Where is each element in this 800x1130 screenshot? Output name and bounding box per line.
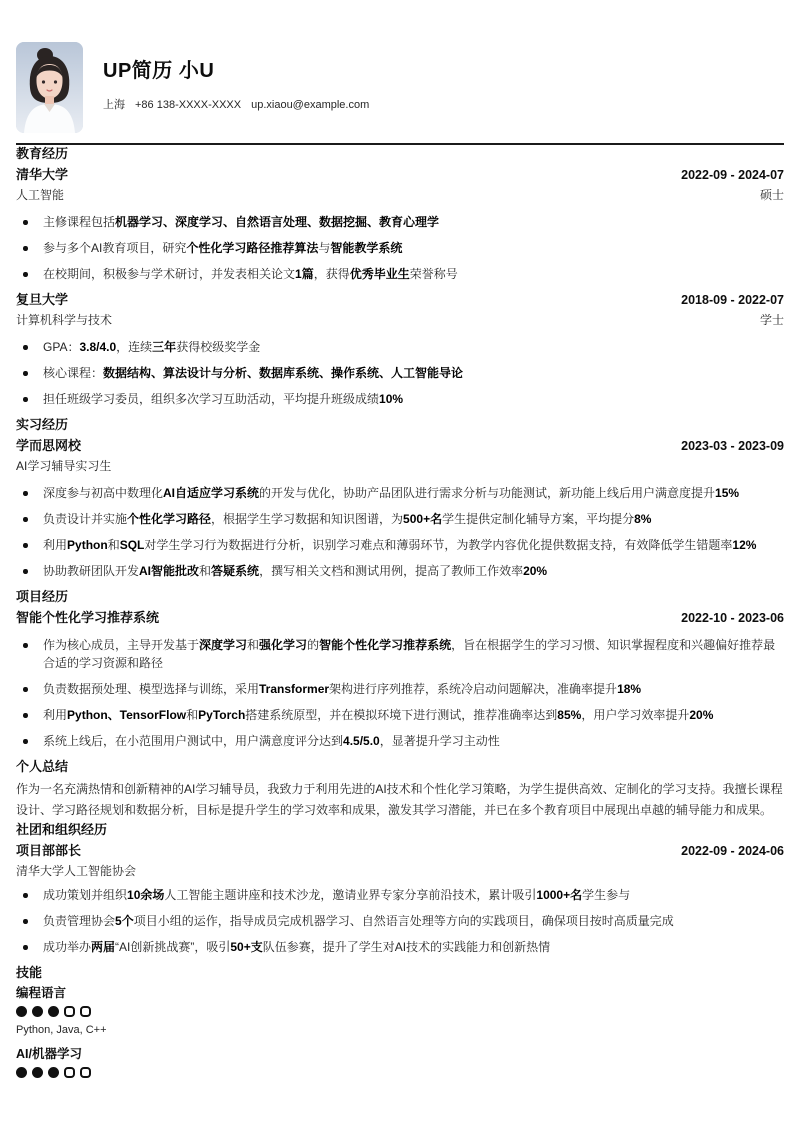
bullet-item: 负责管理协会5个项目小组的运作，指导成员完成机器学习、自然语言处理等方向的实践项目，确保项目按时高质量完成: [16, 912, 784, 930]
bullet-item: 参与多个AI教育项目，研究个性化学习路径推荐算法与智能教学系统: [16, 239, 784, 257]
skill-level-dots: [16, 1006, 784, 1017]
profile-photo: [16, 42, 83, 133]
skill-dot: [64, 1067, 75, 1078]
contact-line: [103, 98, 369, 112]
section-title: 项目经历: [16, 589, 69, 604]
entry-date: 2022-09 - 2024-07: [681, 168, 784, 182]
skill-name: AI/机器学习: [16, 1047, 82, 1061]
entry-header: [16, 437, 784, 455]
degree: 学士: [759, 313, 784, 327]
project-name: 智能个性化学习推荐系统: [16, 610, 160, 625]
candidate-name: UP简历 小U: [103, 60, 215, 82]
resume-header: [0, 0, 800, 133]
bullet-item: 负责设计并实施个性化学习路径，根据学生学习数据和知识图谱，为500+名学生提供定制化辅导方案，平均提分8%: [16, 510, 784, 528]
skill-name: 编程语言: [16, 986, 67, 1000]
bullet-item: 主修课程包括机器学习、深度学习、自然语言处理、数据挖掘、教育心理学: [16, 213, 784, 231]
entry-header: [16, 609, 784, 627]
skill-dot: [32, 1006, 43, 1017]
school-name: 复旦大学: [16, 292, 69, 307]
skill-dot: [48, 1006, 59, 1017]
bullet-item: 协助教研团队开发AI智能批改和答疑系统，撰写相关文档和测试用例，提高了教师工作效率20%: [16, 562, 784, 580]
skill-item: [16, 985, 784, 1038]
bullet-item: GPA：3.8/4.0，连续三年获得校级奖学金: [16, 338, 784, 356]
contact-phone: +86 138-XXXX-XXXX: [135, 99, 242, 111]
education-entry: [16, 166, 784, 283]
major: 人工智能: [16, 188, 65, 202]
bullet-item: 担任班级学习委员，组织多次学习互助活动，平均提升班级成绩10%: [16, 390, 784, 408]
section-title: 技能: [16, 965, 43, 980]
school-name: 清华大学: [16, 167, 69, 182]
skill-dot: [80, 1067, 91, 1078]
entry-date: 2023-03 - 2023-09: [681, 439, 784, 453]
entry-date: 2022-10 - 2023-06: [681, 611, 784, 625]
bullet-list: [16, 338, 784, 408]
job-role: AI学习辅导实习生: [16, 459, 112, 473]
bullet-list: [16, 886, 784, 956]
bullet-item: 作为核心成员，主导开发基于深度学习和强化学习的智能个性化学习推荐系统，旨在根据学生的学习习惯、知识掌握程度和兴趣偏好推荐最合适的学习资源和路径: [16, 636, 784, 672]
major: 计算机科学与技术: [16, 313, 113, 327]
bullet-item: 核心课程：数据结构、算法设计与分析、数据库系统、操作系统、人工智能导论: [16, 364, 784, 382]
entry-subheader: [16, 311, 784, 329]
section-title: 个人总结: [16, 759, 69, 774]
bullet-list: [16, 213, 784, 283]
section-title: 教育经历: [16, 146, 69, 161]
section-projects: [16, 588, 784, 750]
section-summary: [16, 758, 784, 821]
bullet-item: 利用Python和SQL对学生学习行为数据进行分析，识别学习难点和薄弱环节，为教学内容优化提供数据支持，有效降低学生错题率12%: [16, 536, 784, 554]
section-education: [16, 145, 784, 408]
entry-date: 2018-09 - 2022-07: [681, 293, 784, 307]
section-skills: [16, 964, 784, 1078]
header-info: [103, 42, 369, 112]
portrait-illustration: [16, 42, 83, 133]
contact-email: up.xiaou@example.com: [251, 99, 370, 111]
entry-subheader: [16, 862, 784, 880]
bullet-item: 成功策划并组织10余场人工智能主题讲座和技术沙龙，邀请业界专家分享前沿技术，累计吸引1000+名学生参与: [16, 886, 784, 904]
bullet-item: 利用Python、TensorFlow和PyTorch搭建系统原型，并在模拟环境下进行测试，推荐准确率达到85%，用户学习效率提升20%: [16, 706, 784, 724]
skill-dot: [64, 1006, 75, 1017]
skill-dot: [80, 1006, 91, 1017]
skill-detail: Python, Java, C++: [16, 1024, 107, 1036]
contact-location: 上海: [103, 99, 125, 111]
summary-paragraph: 作为一名充满热情和创新精神的AI学习辅导员，我致力于利用先进的AI技术和个性化学习策略，为学生提供高效、定制化的学习支持。我擅长课程设计、学习路径规划和数据分析，目标是提升学生的学习效率和成果，激发其学习潜能，并已在多个教育项目中展现出卓越的辅导能力和成果。: [16, 782, 783, 817]
section-organization: [16, 821, 784, 956]
section-internship: [16, 416, 784, 580]
company-name: 学而思网校: [16, 438, 82, 453]
resume-body: [0, 145, 800, 1078]
bullet-item: 负责数据预处理、模型选择与训练，采用Transformer架构进行序列推荐，系统冷启动问题解决，准确率提升18%: [16, 680, 784, 698]
skill-item: [16, 1046, 784, 1078]
entry-date: 2022-09 - 2024-06: [681, 844, 784, 858]
entry-subheader: [16, 457, 784, 475]
bullet-list: [16, 484, 784, 580]
entry-header: [16, 842, 784, 860]
bullet-list: [16, 636, 784, 750]
organization-name: 清华大学人工智能协会: [16, 864, 137, 878]
section-title: 实习经历: [16, 417, 69, 432]
entry-header: [16, 291, 784, 309]
bullet-item: 深度参与初高中数理化AI自适应学习系统的开发与优化，协助产品团队进行需求分析与功能测试，新功能上线后用户满意度提升15%: [16, 484, 784, 502]
bullet-item: 在校期间，积极参与学术研讨，并发表相关论文1篇，获得优秀毕业生荣誉称号: [16, 265, 784, 283]
skill-level-dots: [16, 1067, 784, 1078]
skill-dot: [32, 1067, 43, 1078]
bullet-item: 成功举办两届“AI创新挑战赛”，吸引50+支队伍参赛，提升了学生对AI技术的实践能力和创新热情: [16, 938, 784, 956]
skill-dot: [48, 1067, 59, 1078]
entry-header: [16, 166, 784, 184]
organization-entry: [16, 842, 784, 956]
project-entry: [16, 609, 784, 750]
entry-subheader: [16, 186, 784, 204]
skill-dot: [16, 1006, 27, 1017]
internship-entry: [16, 437, 784, 580]
degree: 硕士: [759, 188, 784, 202]
bullet-item: 系统上线后，在小范围用户测试中，用户满意度评分达到4.5/5.0，显著提升学习主动性: [16, 732, 784, 750]
education-entry: [16, 291, 784, 408]
skill-dot: [16, 1067, 27, 1078]
role-name: 项目部部长: [16, 843, 82, 858]
section-title: 社团和组织经历: [16, 822, 108, 837]
